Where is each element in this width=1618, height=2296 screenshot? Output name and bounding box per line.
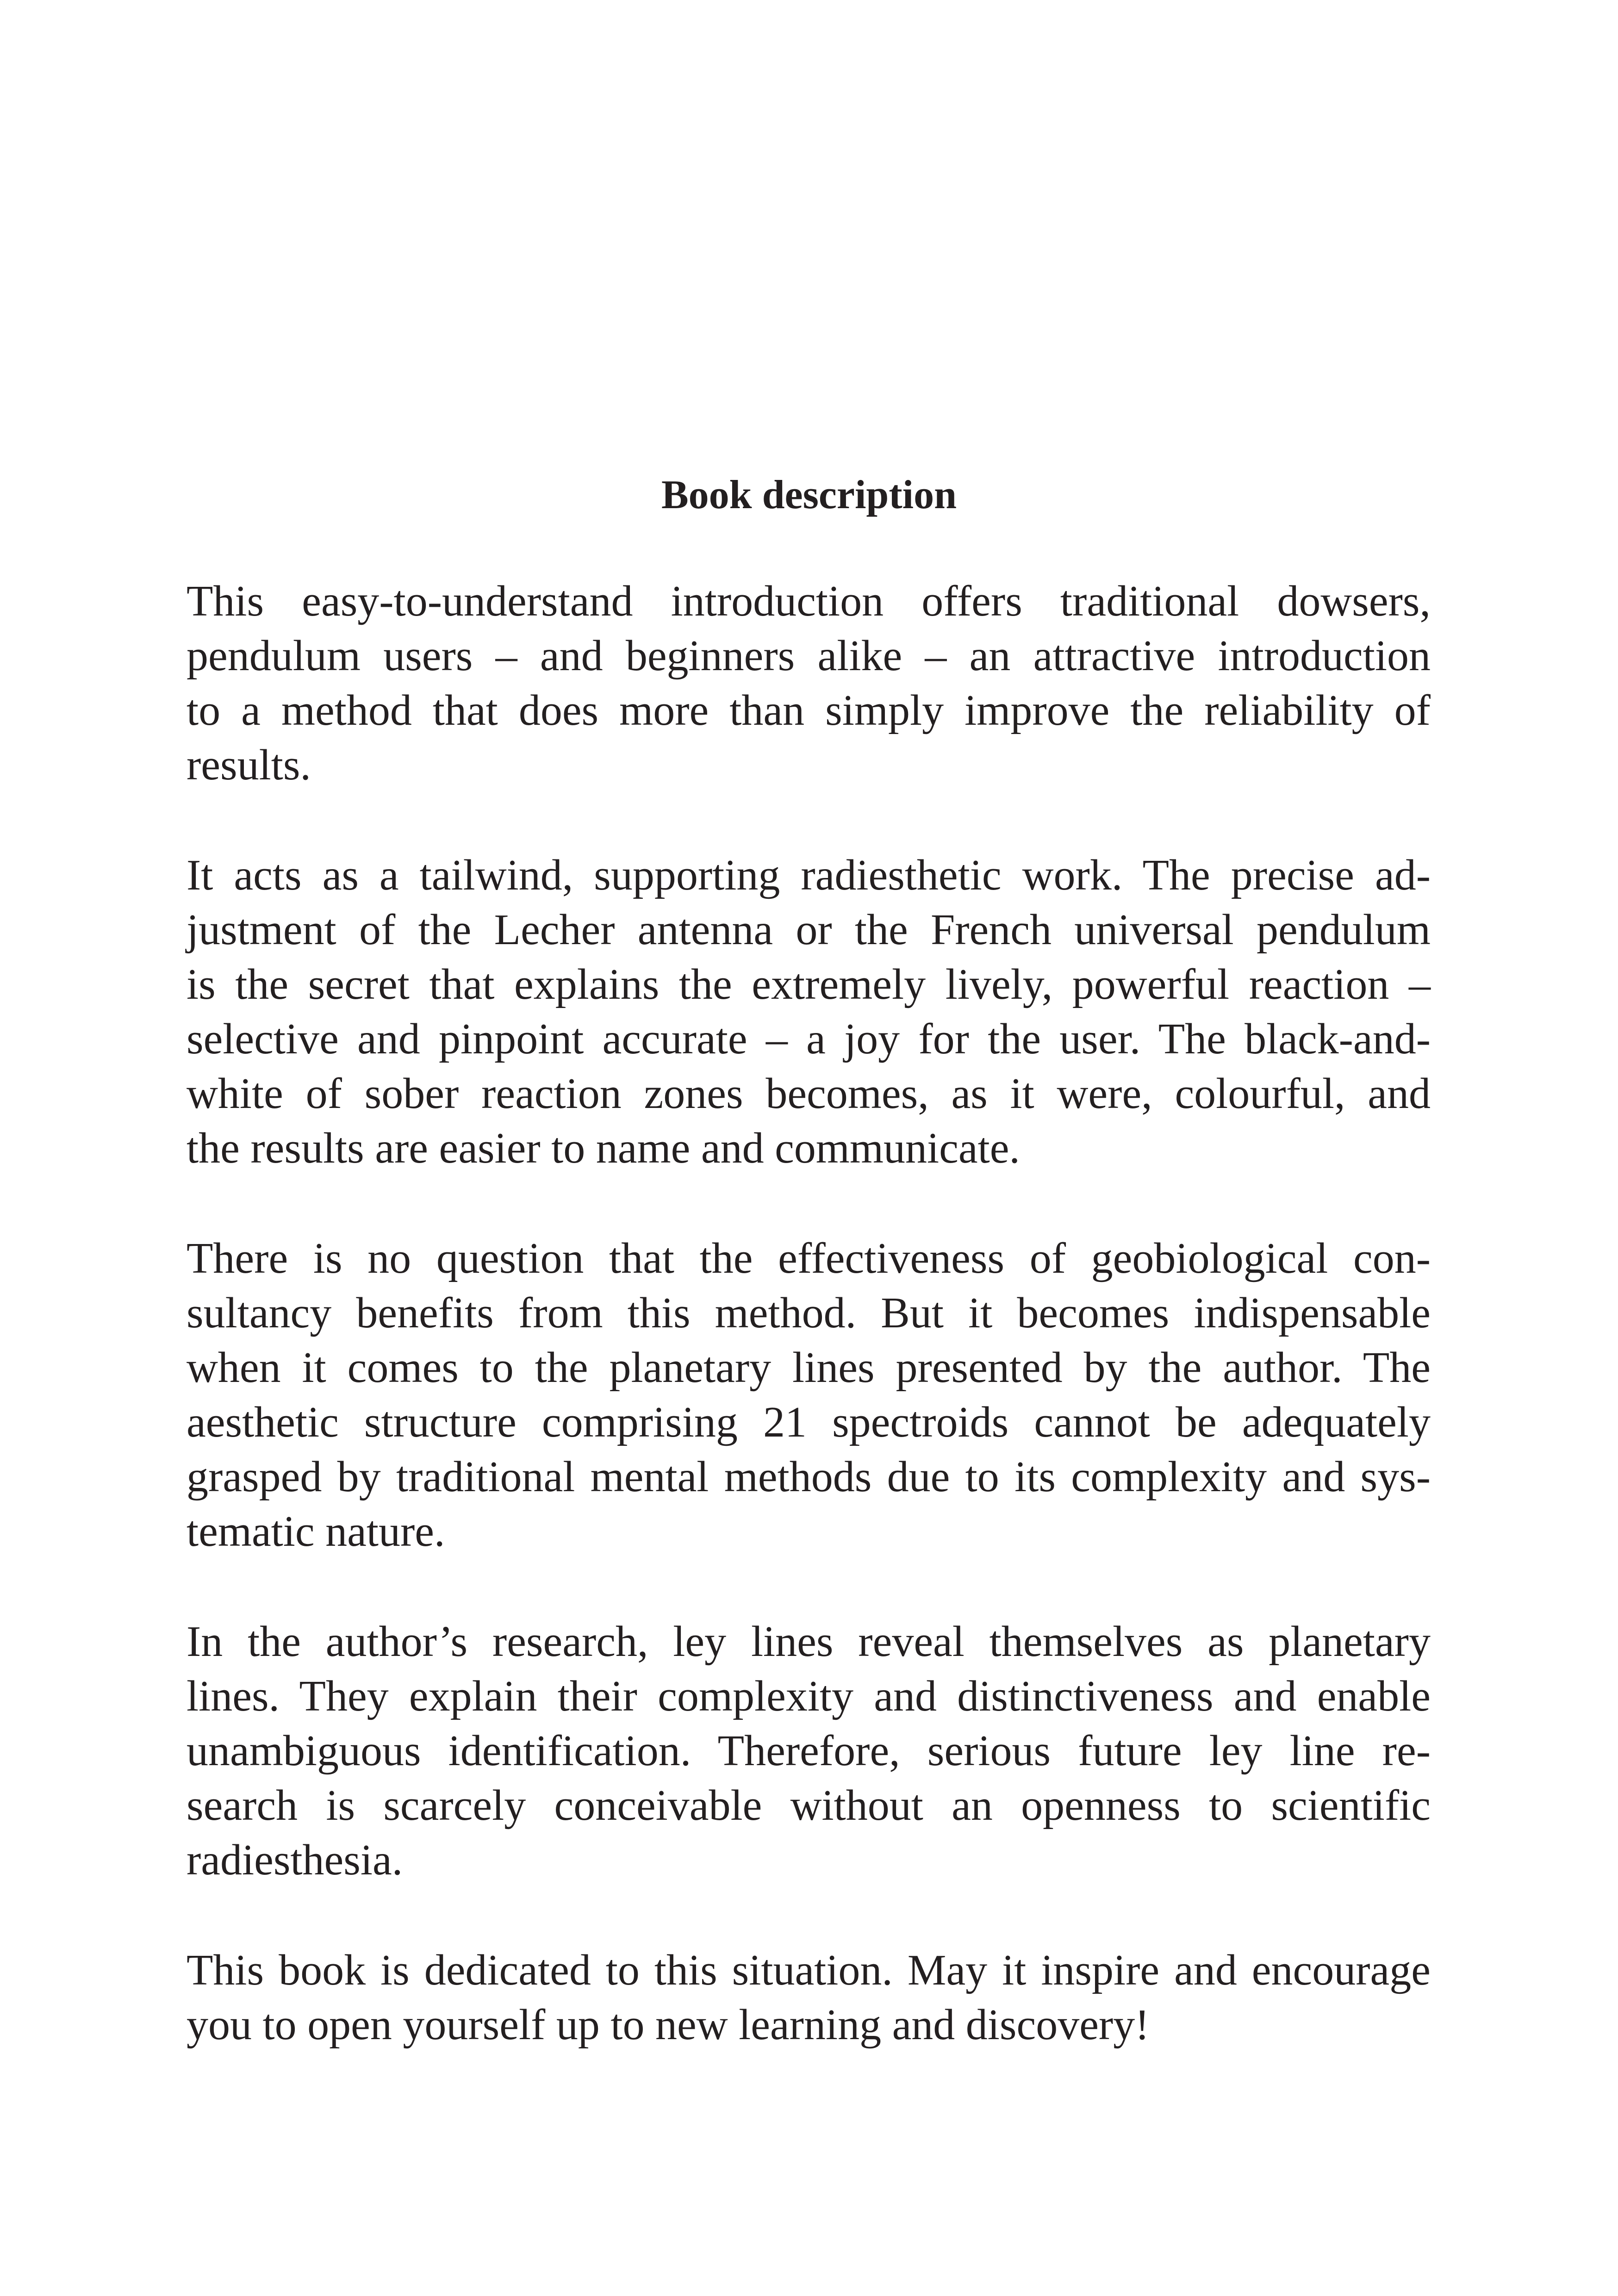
paragraph-3-line-5: grasped by traditional mental methods due to its complexity and sys- [187, 1453, 1431, 1501]
paragraph-2-line-5: white of sober reaction zones becomes, as it were, colourful, and [187, 1070, 1431, 1118]
paragraph-1-line-2: pendulum users – and beginners alike – an attractive introduction [187, 632, 1431, 680]
paragraph-3-line-1: There is no question that the effectiveness of geobiological con- [187, 1234, 1431, 1282]
paragraph-2-line-4: selective and pinpoint accurate – a joy for the user. The black-and- [187, 1015, 1431, 1063]
paragraph-3-line-2: sultancy benefits from this method. But it becomes indispensable [187, 1289, 1431, 1337]
paragraph-2-line-1: It acts as a tailwind, supporting radiesthetic work. The precise ad- [187, 851, 1431, 899]
paragraph-4-line-5: radiesthesia. [187, 1836, 403, 1884]
paragraph-4-line-3: unambiguous identification. Therefore, serious future ley line re- [187, 1727, 1431, 1775]
paragraph-4-line-4: search is scarcely conceivable without an openness to scientific [187, 1781, 1431, 1829]
paragraph-4-line-2: lines. They explain their complexity and distinctiveness and enable [187, 1672, 1431, 1720]
paragraph-1-line-4: results. [187, 741, 311, 789]
paragraph-1-line-3: to a method that does more than simply improve the reliability of [187, 686, 1431, 734]
paragraph-5-line-1: This book is dedicated to this situation. May it inspire and encourage [187, 1946, 1431, 1994]
paragraph-2-line-6: the results are easier to name and communicate. [187, 1124, 1020, 1172]
paragraph-2-line-2: justment of the Lecher antenna or the French universal pendulum [187, 906, 1431, 954]
paragraph-3-line-4: aesthetic structure comprising 21 spectroids cannot be adequately [187, 1398, 1431, 1446]
paragraph-2-line-3: is the secret that explains the extremely lively, powerful reaction – [187, 960, 1431, 1008]
paragraph-3-line-3: when it comes to the planetary lines presented by the author. The [187, 1344, 1431, 1392]
paragraph-4-line-1: In the author’s research, ley lines reveal themselves as planetary [187, 1618, 1431, 1666]
page-title: Book description [661, 473, 957, 517]
paragraph-3-line-6: tematic nature. [187, 1507, 445, 1556]
paragraph-5-line-2: you to open yourself up to new learning and discovery! [187, 2001, 1150, 2049]
paragraph-1-line-1: This easy-to-understand introduction offers traditional dowsers, [187, 577, 1431, 625]
